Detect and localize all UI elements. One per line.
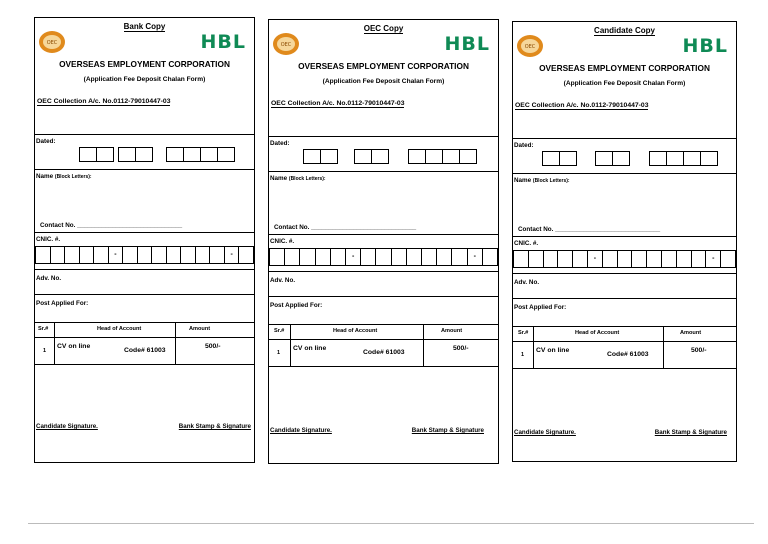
amount-header: Amount [189,326,211,332]
name-row [513,173,736,184]
cnic-label: CNIC. #. [514,240,539,247]
oec-logo-icon [272,32,300,56]
month-boxes[interactable] [596,151,630,166]
dated-label: Dated: [36,138,56,145]
row-code: Code# 61003 [607,351,649,358]
sr-header: Sr.# [274,328,285,334]
account-number: OEC Collection A/c. No.0112-79010447-03 [37,98,171,105]
cnic-label: CNIC. #. [36,236,61,243]
form-title: (Application Fee Deposit Chalan Form) [563,80,686,87]
year-boxes[interactable] [409,149,477,164]
day-boxes[interactable] [80,147,114,162]
organization-name: OVERSEAS EMPLOYMENT CORPORATION [298,61,469,71]
row-code: Code# 61003 [124,347,166,354]
name-hint: (Block Letters): [532,178,570,184]
oec-logo-text: OEC [46,40,58,46]
table-row [513,342,736,369]
bank-stamp-signature: Bank Stamp & Signature [178,423,251,430]
name-hint: (Block Letters): [54,174,92,180]
oec-logo-text: OEC [280,42,292,48]
post-label: Post Applied For: [514,304,567,311]
row-amount: 500/- [205,343,221,350]
adv-row [513,273,736,286]
table-row [35,338,254,365]
adv-row [269,271,498,284]
row-sr: 1 [521,352,525,358]
adv-label: Adv. No. [514,279,540,286]
row-head: CV on line [57,343,91,350]
post-row [35,294,254,307]
row-sr: 1 [277,350,281,356]
bank-stamp-signature: Bank Stamp & Signature [654,429,727,436]
cnic-row [513,236,736,262]
oec-copy-slip [268,19,499,464]
contact-label: Contact No. ______________________________ [518,226,661,233]
candidate-signature: Candidate Signature. [514,429,576,436]
name-label: Name [270,175,288,182]
bank-copy-slip [34,17,255,463]
form-title: (Application Fee Deposit Chalan Form) [83,76,206,83]
oec-logo-icon [516,34,544,58]
cnic-boxes[interactable]: - - [513,250,736,268]
head-header: Head of Account [333,328,378,334]
adv-row [35,269,254,282]
year-boxes[interactable] [167,147,235,162]
table-row [269,340,498,367]
amount-header: Amount [680,330,702,336]
dated-label: Dated: [270,140,290,147]
hbl-logo: HBL [200,31,246,53]
copy-label: Bank Copy [123,22,166,31]
contact-label: Contact No. ______________________________ [40,222,183,229]
row-amount: 500/- [691,347,707,354]
month-boxes[interactable] [119,147,153,162]
dated-row [513,138,736,149]
candidate-signature: Candidate Signature. [270,427,332,434]
hbl-logo: HBL [444,33,490,55]
cnic-boxes[interactable]: - - [269,248,498,266]
cnic-label: CNIC. #. [270,238,295,245]
cnic-row [35,232,254,258]
cnic-boxes[interactable]: - - [35,246,254,264]
amount-header: Amount [441,328,463,334]
year-boxes[interactable] [650,151,718,166]
day-boxes[interactable] [543,151,577,166]
page-divider [28,523,754,524]
copy-label: Candidate Copy [594,26,655,35]
sr-header: Sr.# [38,326,49,332]
post-label: Post Applied For: [270,302,323,309]
post-row [513,298,736,311]
account-number: OEC Collection A/c. No.0112-79010447-03 [271,100,405,107]
name-hint: (Block Letters): [288,176,326,182]
table-header [35,322,254,338]
name-label: Name [36,173,54,180]
row-amount: 500/- [453,345,469,352]
copy-label: OEC Copy [363,24,404,33]
organization-name: OVERSEAS EMPLOYMENT CORPORATION [59,59,230,69]
adv-label: Adv. No. [270,277,296,284]
table-header [513,326,736,342]
contact-label: Contact No. ______________________________ [274,224,417,231]
organization-name: OVERSEAS EMPLOYMENT CORPORATION [539,63,710,73]
head-header: Head of Account [575,330,620,336]
name-row [35,169,254,180]
row-sr: 1 [43,348,47,354]
bank-stamp-signature: Bank Stamp & Signature [411,427,484,434]
dated-label: Dated: [514,142,534,149]
post-label: Post Applied For: [36,300,89,307]
head-header: Head of Account [97,326,142,332]
table-header [269,324,498,340]
account-number: OEC Collection A/c. No.0112-79010447-03 [515,102,649,109]
hbl-logo: HBL [682,35,728,57]
dated-row [269,136,498,147]
cnic-row [269,234,498,260]
row-head: CV on line [293,345,327,352]
candidate-copy-slip [512,21,737,462]
row-head: CV on line [536,347,570,354]
candidate-signature: Candidate Signature. [36,423,98,430]
row-code: Code# 61003 [363,349,405,356]
form-title: (Application Fee Deposit Chalan Form) [322,78,445,85]
name-row [269,171,498,182]
name-label: Name [514,177,532,184]
sr-header: Sr.# [518,330,529,336]
month-boxes[interactable] [355,149,389,164]
oec-logo-text: OEC [524,44,536,50]
adv-label: Adv. No. [36,275,62,282]
day-boxes[interactable] [304,149,338,164]
oec-logo-icon [38,30,66,54]
dated-row [35,134,254,145]
post-row [269,296,498,309]
